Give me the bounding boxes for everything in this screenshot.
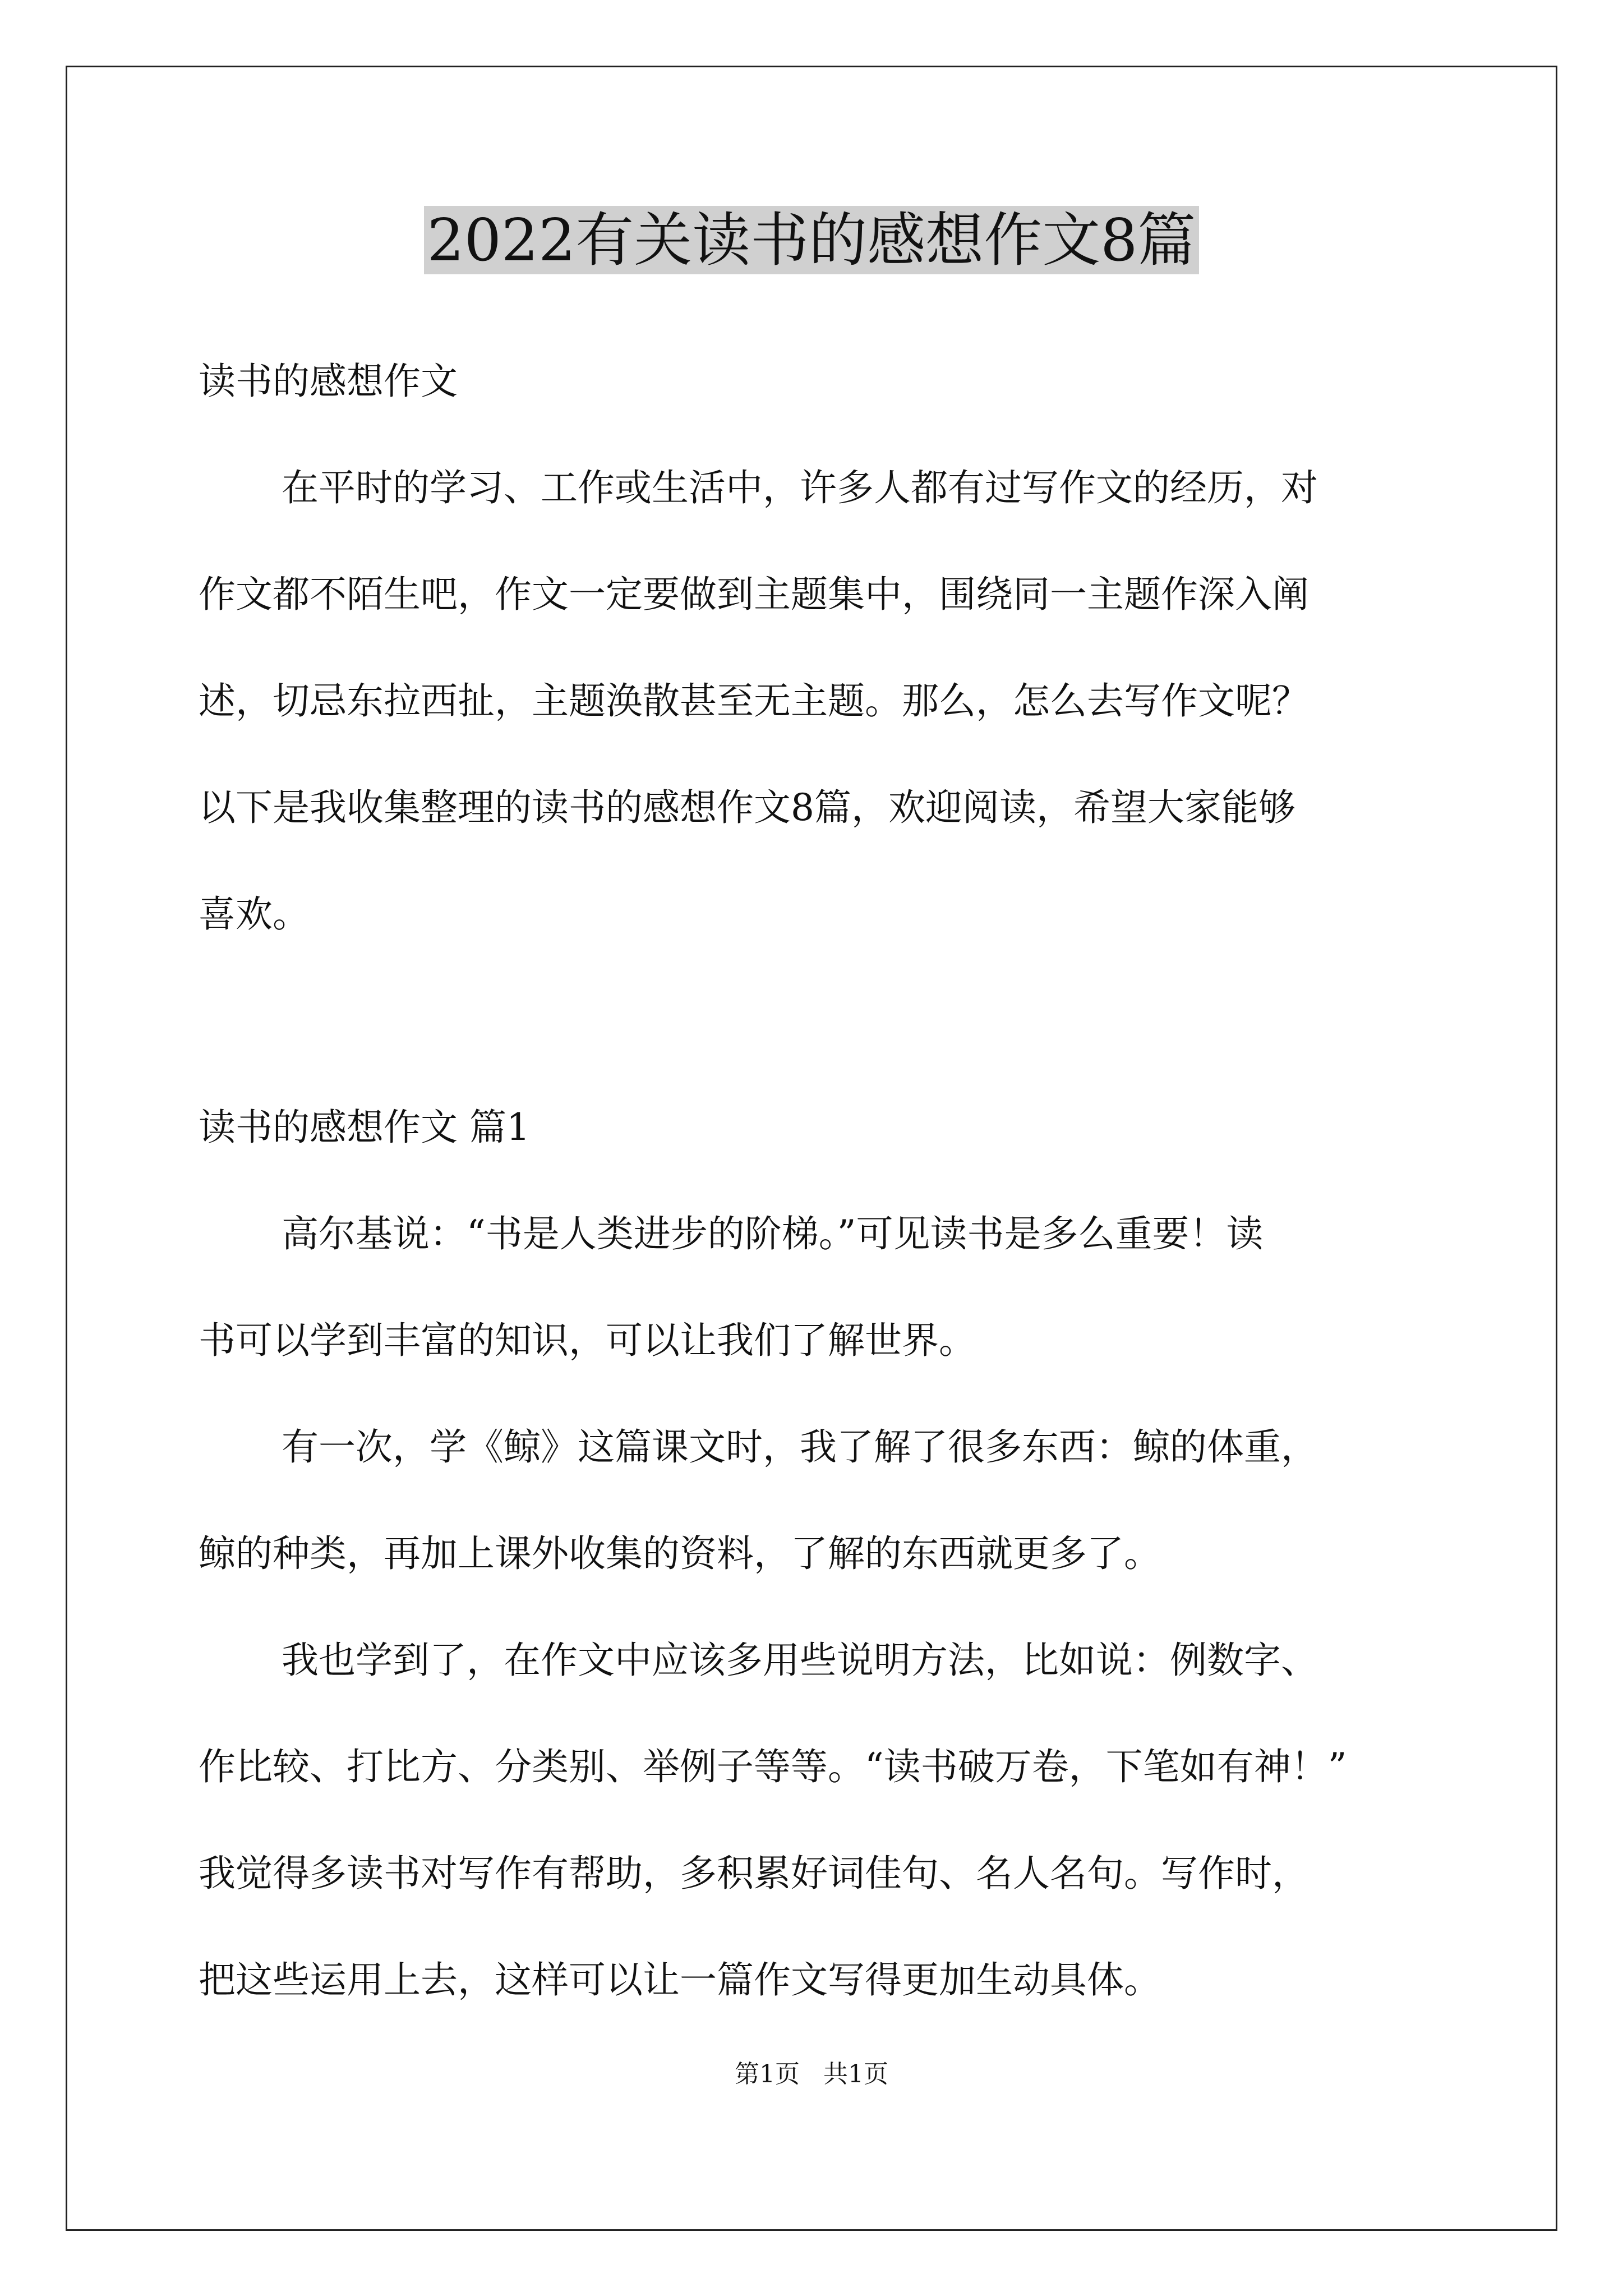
section-paragraph-line: 作比较、打比方、分类别、举例子等等。“读书破万卷，下笔如有神！” xyxy=(199,1745,1347,1788)
section-paragraph-line: 我也学到了，在作文中应该多用些说明方法，比如说：例数字、 xyxy=(282,1639,1318,1682)
section-paragraph-line: 书可以学到丰富的知识，可以让我们了解世界。 xyxy=(199,1319,976,1362)
section-paragraph-line: 鲸的种类，再加上课外收集的资料，了解的东西就更多了。 xyxy=(199,1532,1161,1575)
page-footer: 第1页 共1页 xyxy=(735,2060,888,2088)
document-title-text: 2022有关读书的感想作文8篇 xyxy=(424,206,1200,274)
section-paragraph-line: 把这些运用上去，这样可以让一篇作文写得更加生动具体。 xyxy=(199,1958,1161,2001)
intro-paragraph-line: 述，切忌东拉西扯，主题涣散甚至无主题。那么，怎么去写作文呢？ xyxy=(199,679,1309,723)
section-paragraph-line: 有一次，学《鲸》这篇课文时，我了解了很多东西：鲸的体重， xyxy=(282,1425,1318,1469)
intro-heading: 读书的感想作文 xyxy=(199,360,458,403)
section-heading: 读书的感想作文 篇1 xyxy=(199,1106,530,1149)
intro-paragraph-line: 作文都不陌生吧，作文一定要做到主题集中，围绕同一主题作深入阐 xyxy=(199,573,1309,616)
section-paragraph-line: 高尔基说：“书是人类进步的阶梯。”可见读书是多么重要！读 xyxy=(282,1212,1264,1255)
intro-paragraph-line: 以下是我收集整理的读书的感想作文8篇，欢迎阅读，希望大家能够 xyxy=(199,786,1295,829)
intro-paragraph-line: 在平时的学习、工作或生活中，许多人都有过写作文的经历，对 xyxy=(282,466,1318,509)
document-title xyxy=(0,201,1623,279)
intro-paragraph-line: 喜欢。 xyxy=(199,892,310,936)
section-paragraph-line: 我觉得多读书对写作有帮助，多积累好词佳句、名人名句。写作时， xyxy=(199,1852,1309,1895)
